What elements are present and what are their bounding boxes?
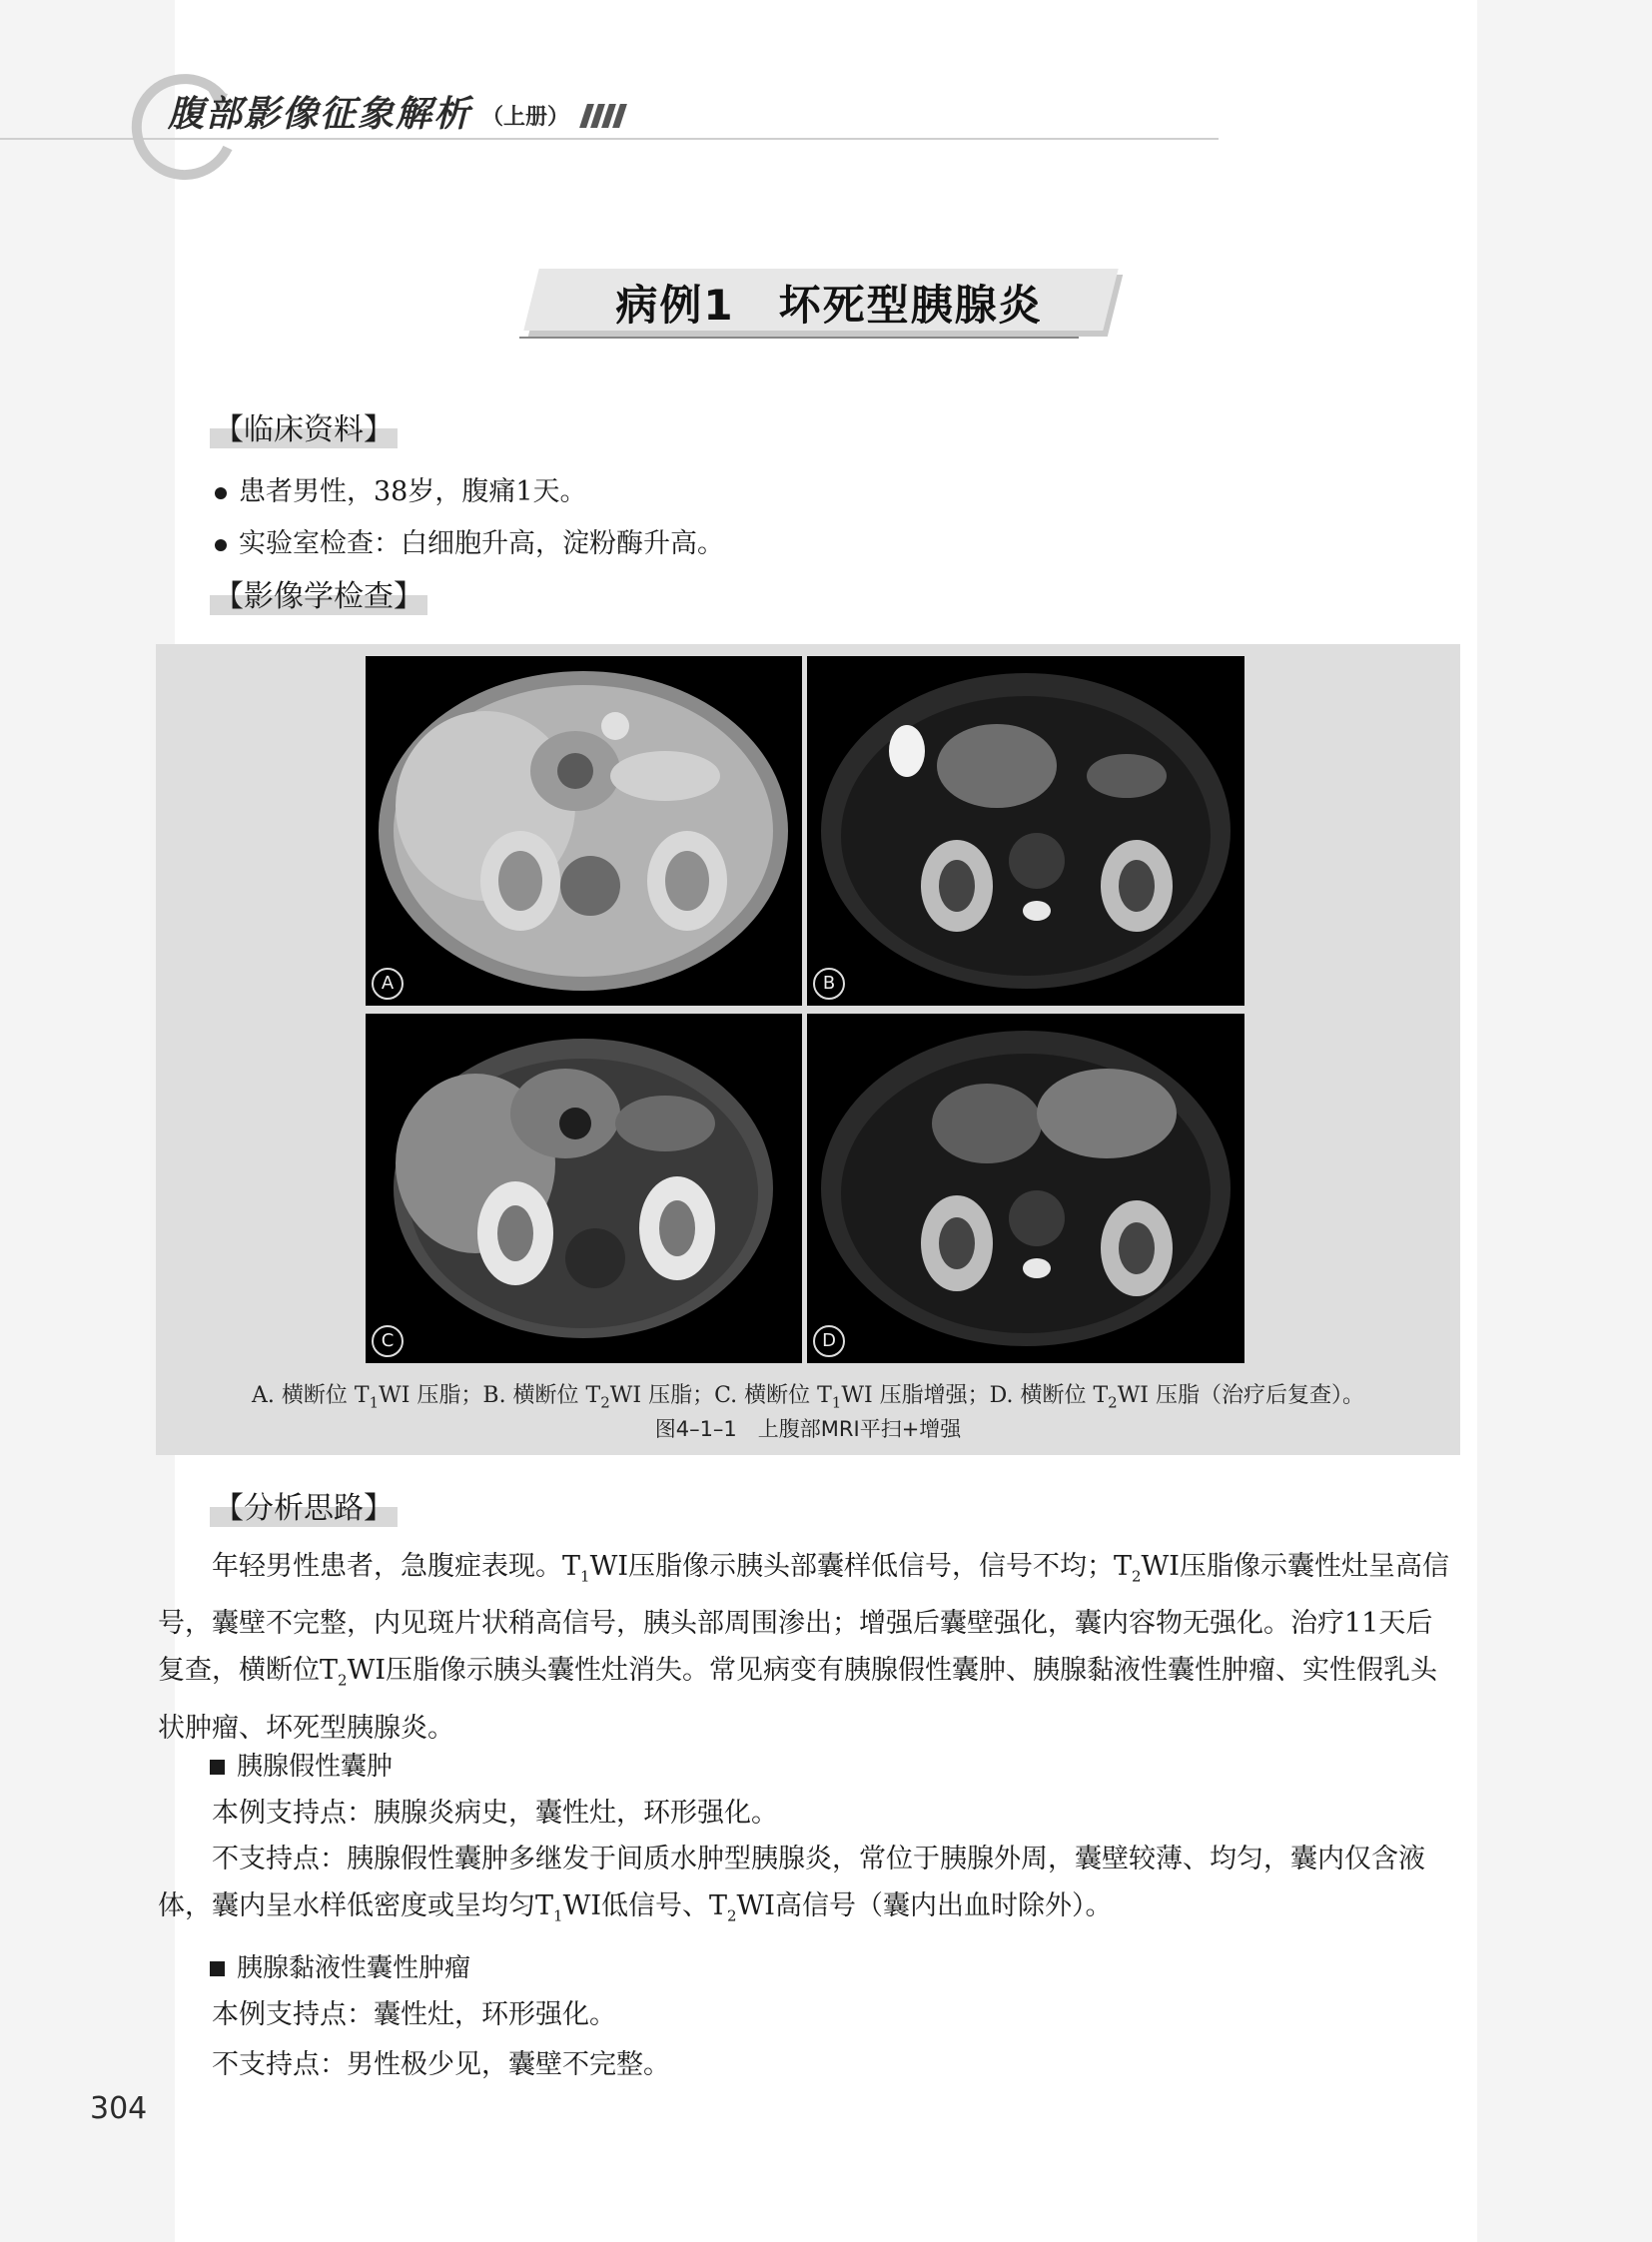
- mucinous-against: 不支持点：男性极少见，囊壁不完整。: [212, 2049, 670, 2080]
- figure-title: 图4–1–1 上腹部MRI平扫+增强: [654, 1417, 962, 1441]
- analysis-heading: 【分析思路】: [210, 1483, 398, 1527]
- subheading-pseudocyst: 胰腺假性囊肿: [210, 1746, 393, 1783]
- panel-label-c: C: [372, 1325, 404, 1357]
- case-title: 病例1 坏死型胰腺炎: [615, 281, 1043, 330]
- subheading-mucinous: 胰腺黏液性囊性肿瘤: [210, 1947, 470, 1984]
- figure-caption: A. 横断位 $T_1WI$ 压脂；B. 横断位 $T_2WI$ 压脂；C. 横断位 $T_1WI$ 压脂增强；D. 横断位 $T_2WI$ 压脂（治疗后复查）。: [252, 1383, 1364, 1412]
- mri-panel-d: [807, 1014, 1244, 1363]
- mri-panel-c: [366, 1014, 802, 1363]
- panel-label-d: D: [813, 1325, 845, 1357]
- case-title-box: [519, 265, 1129, 345]
- pseudocyst-against: 不支持点：胰腺假性囊肿多继发于间质水肿型胰腺炎，常位于胰腺外周，囊壁较薄、均匀，囊内仅含液体，囊内呈水样低密度或呈均匀$T_1WI$低信号、$T_2WI$高信号（囊内出血时除外）。: [158, 1844, 1425, 1925]
- mri-panel-b: [807, 656, 1244, 1006]
- page-number: 304: [90, 2091, 148, 2126]
- clinical-heading: 【临床资料】: [210, 404, 398, 448]
- panel-label-a: A: [372, 968, 404, 1000]
- mri-figure: [156, 644, 1460, 1455]
- book-title: 腹部影像征象解析: [168, 94, 472, 135]
- panel-label-b: B: [813, 968, 845, 1000]
- analysis-paragraph: 年轻男性患者，急腹症表现。$T_1WI$压脂像示胰头部囊样低信号，信号不均；$T_2WI$压脂像示囊性灶呈高信号，囊壁不完整，内见斑片状稍高信号，胰头部周围渗出；增强后囊壁强化，囊内容物无强化。治疗11天后复查，横断位$T_2WI$压脂像示胰头囊性灶消失。常见病变有胰腺假性囊肿、胰腺黏液性囊性肿瘤、实性假乳头状肿瘤、坏死型胰腺炎。: [158, 1551, 1449, 1744]
- clinical-item: 实验室检查：白细胞升高，淀粉酶升高。: [215, 521, 724, 560]
- header-decor-bars: [583, 104, 627, 132]
- mri-panel-a: [366, 656, 802, 1006]
- clinical-item: 患者男性，38岁，腹痛1天。: [215, 469, 587, 508]
- pseudocyst-support: 本例支持点：胰腺炎病史，囊性灶，环形强化。: [212, 1798, 778, 1829]
- mucinous-support: 本例支持点：囊性灶，环形强化。: [212, 1999, 616, 2030]
- book-volume: （上册）: [481, 105, 570, 130]
- imaging-heading: 【影像学检查】: [210, 571, 427, 615]
